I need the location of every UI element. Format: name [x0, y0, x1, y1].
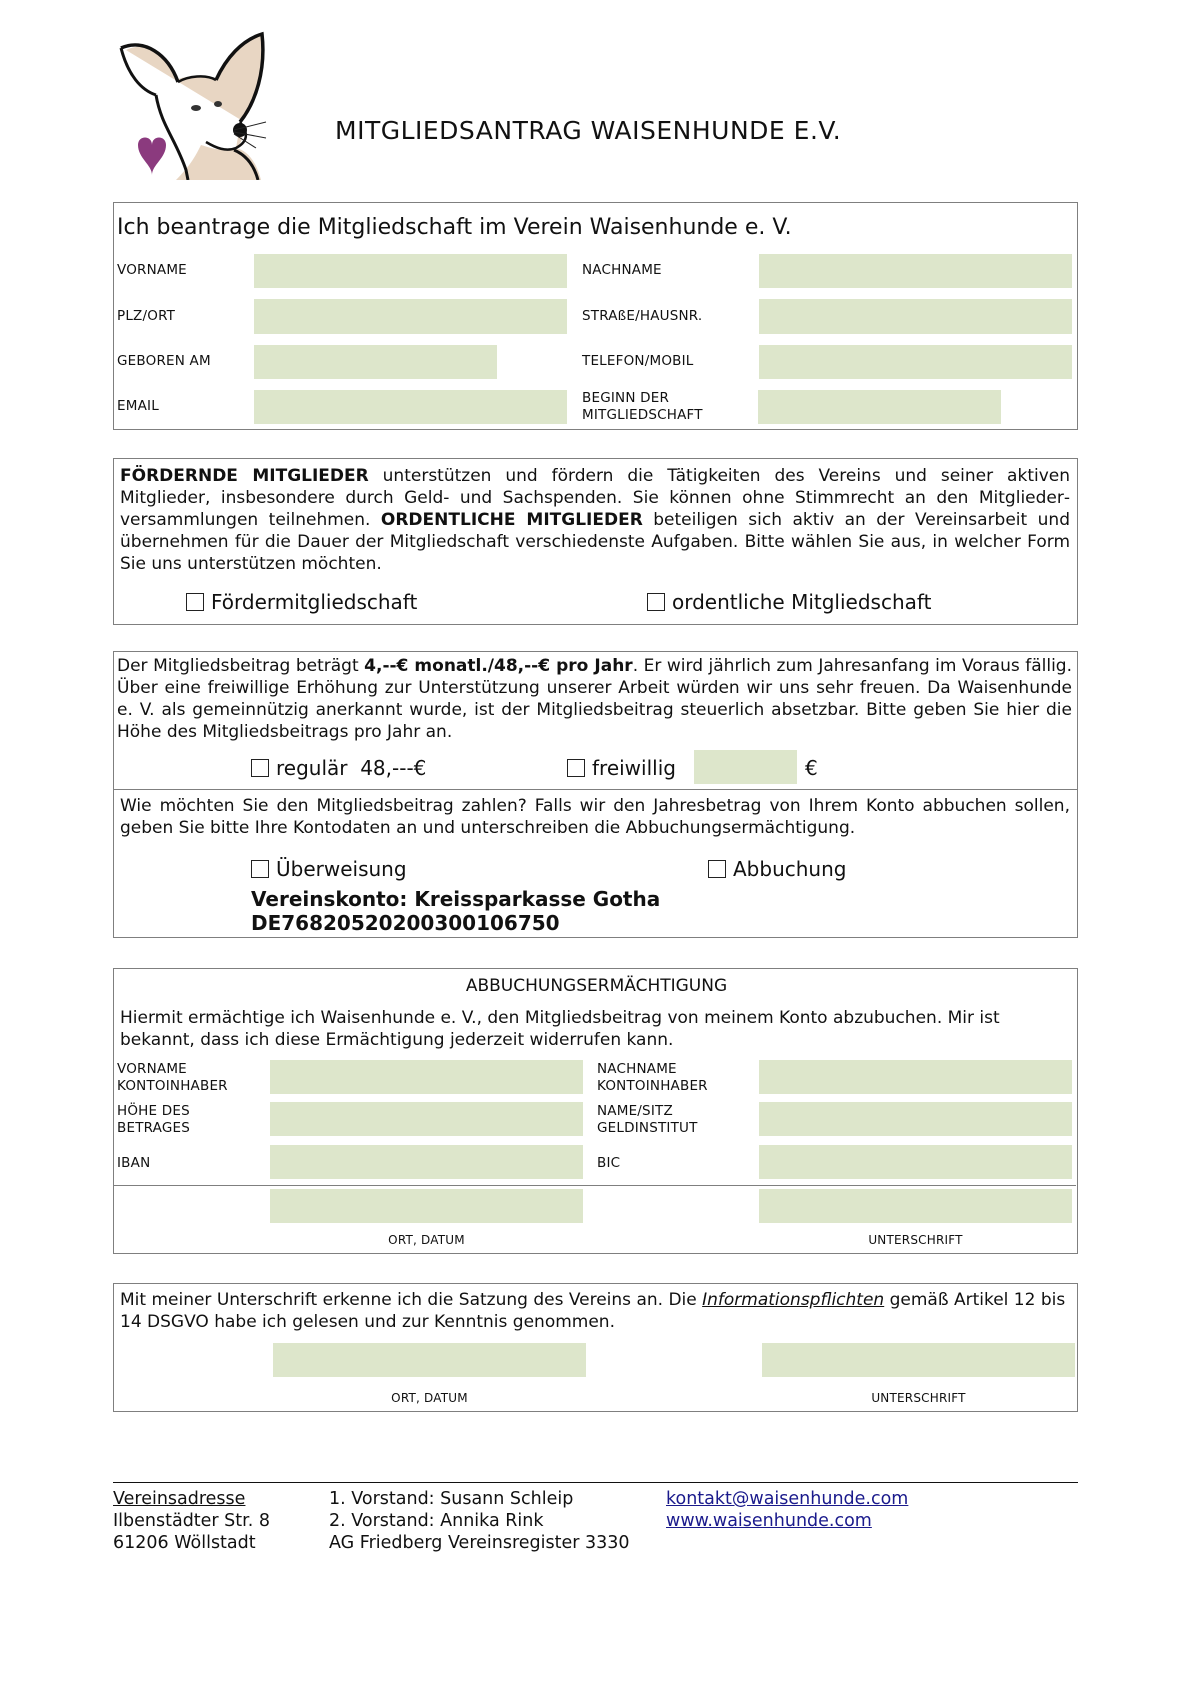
checkbox-label: Abbuchung — [733, 857, 847, 881]
consent-text — [120, 1289, 1070, 1333]
label-bic: BIC — [597, 1155, 621, 1171]
checkbox-label: Fördermitgliedschaft — [211, 590, 418, 614]
fee-text-a: Der Mitgliedsbeitrag beträgt — [117, 656, 365, 676]
label-email: EMAIL — [117, 398, 159, 414]
club-account-name: Vereinskonto: Kreissparkasse Gotha — [251, 887, 661, 911]
membership-type-section — [113, 458, 1078, 625]
email-field[interactable] — [254, 390, 567, 424]
bic-field[interactable] — [759, 1145, 1072, 1179]
debit-heading: ABBUCHUNGSERMÄCHTIGUNG — [465, 976, 728, 996]
label-iban: IBAN — [117, 1155, 151, 1171]
bold-foerdernde: FÖRDERNDE MITGLIEDER — [120, 466, 369, 486]
label-hoehe-1: HÖHE DES — [117, 1103, 190, 1119]
debit-unterschrift-field[interactable] — [759, 1189, 1072, 1223]
label-geldinstitut-2: GELDINSTITUT — [597, 1120, 698, 1136]
checkbox-ordentliche-mitgliedschaft[interactable] — [647, 590, 931, 614]
debit-authorization-section — [113, 968, 1078, 1254]
checkbox-icon[interactable] — [708, 860, 726, 878]
label-nachname: NACHNAME — [582, 262, 662, 278]
fee-description — [117, 655, 1072, 743]
checkbox-label: Überweisung — [276, 857, 407, 881]
label-nachname-kontoinhaber-2: KONTOINHABER — [597, 1078, 708, 1094]
consent-text-a: Mit meiner Unterschrift erkenne ich die Satzung des Vereins an. Die — [120, 1290, 703, 1310]
checkbox-icon[interactable] — [567, 759, 585, 777]
consent-unterschrift-label: UNTERSCHRIFT — [871, 1391, 966, 1405]
fee-section — [113, 651, 1078, 790]
consent-text-b: gemäß Artikel 12 bis 14 DSGVO habe ich gelesen und zur Kenntnis genommen. — [120, 1290, 1066, 1332]
checkbox-regulaer[interactable] — [251, 756, 426, 780]
debit-ort-datum-field[interactable] — [270, 1189, 583, 1223]
telefon-field[interactable] — [759, 345, 1072, 379]
label-telefon: TELEFON/MOBIL — [582, 353, 694, 369]
label-geldinstitut-1: NAME/SITZ — [597, 1103, 673, 1119]
address-title: Vereinsadresse — [113, 1489, 246, 1509]
label-beginn-2: MITGLIEDSCHAFT — [582, 407, 703, 423]
label-vorname: VORNAME — [117, 262, 187, 278]
dog-logo-icon — [116, 30, 276, 180]
voluntary-amount-field[interactable] — [694, 750, 797, 784]
bold-ordentliche: ORDENTLICHE MITGLIEDER — [380, 510, 643, 530]
vorname-field[interactable] — [254, 254, 567, 288]
desc-part-1: unterstützen und fördern die Tätigkeiten des Vereins und seiner aktiven Mitglieder, insbesondere durch Geld- und Sachspenden. Sie können ohne Stimmrecht an den Mitgliederversammlungen teilnehmen. — [120, 466, 1070, 530]
label-nachname-kontoinhaber-1: NACHNAME — [597, 1061, 677, 1077]
footer-address — [113, 1488, 270, 1554]
address-city: 61206 Wöllstadt — [113, 1533, 256, 1553]
club-account-iban: DE76820520200300106750 — [251, 911, 560, 935]
label-vorname-kontoinhaber-1: VORNAME — [117, 1061, 187, 1077]
consent-section — [113, 1283, 1078, 1412]
informationspflichten-link[interactable]: Informationspflichten — [702, 1290, 885, 1310]
fee-text-b: . Er wird jährlich zum Jahresanfang im Voraus fällig. Über eine freiwillige Erhöhung zur Unterstützung unserer Arbeit würden wir uns sehr freuen. Da Waisenhunde e. V. als gemeinnützig anerkannt wurde, ist der Mitgliedsbeitrag steuerlich absetzbar. Bitte geben Sie hier die Höhe des Mitgliedsbeitrags pro Jahr an. — [117, 656, 1073, 742]
nachname-field[interactable] — [759, 254, 1072, 288]
fee-amount-bold: 4,--€ monatl./48,--€ pro Jahr — [364, 656, 633, 676]
label-geboren: GEBOREN AM — [117, 353, 211, 369]
payment-description: Wie möchten Sie den Mitgliedsbeitrag zahlen? Falls wir den Jahresbetrag von Ihrem Konto abbuchen sollen, geben Sie bitte Ihre Kontodaten an und unterschreiben die Abbuchungsermächtigung. — [120, 796, 1070, 838]
debit-unterschrift-label: UNTERSCHRIFT — [868, 1233, 963, 1247]
label-strasse: STRAßE/HAUSNR. — [582, 308, 703, 324]
footer-board — [329, 1488, 630, 1554]
board-1: 1. Vorstand: Susann Schleip — [329, 1489, 574, 1509]
label-vorname-kontoinhaber-2: KONTOINHABER — [117, 1078, 228, 1094]
board-2: 2. Vorstand: Annika Rink — [329, 1511, 544, 1531]
nachname-kontoinhaber-field[interactable] — [759, 1060, 1072, 1094]
checkbox-icon[interactable] — [251, 759, 269, 777]
checkbox-abbuchung[interactable] — [708, 857, 846, 881]
debit-ort-datum-label: ORT, DATUM — [388, 1233, 465, 1247]
section-heading: Ich beantrage die Mitgliedschaft im Verein Waisenhunde e. V. — [117, 215, 792, 240]
consent-unterschrift-field[interactable] — [762, 1343, 1075, 1377]
iban-field[interactable] — [270, 1145, 583, 1179]
website-link[interactable]: www.waisenhunde.com — [666, 1511, 872, 1531]
consent-ort-datum-label: ORT, DATUM — [391, 1391, 468, 1405]
geldinstitut-field[interactable] — [759, 1102, 1072, 1136]
vorname-kontoinhaber-field[interactable] — [270, 1060, 583, 1094]
consent-ort-datum-field[interactable] — [273, 1343, 586, 1377]
label-beginn-1: BEGINN DER — [582, 390, 670, 406]
divider — [114, 1185, 1076, 1186]
logo — [116, 30, 276, 180]
personal-data-section — [113, 202, 1078, 430]
footer-contact — [666, 1488, 908, 1532]
register: AG Friedberg Vereinsregister 3330 — [329, 1533, 630, 1553]
email-link[interactable]: kontakt@waisenhunde.com — [666, 1489, 909, 1509]
checkbox-icon[interactable] — [251, 860, 269, 878]
label-plz-ort: PLZ/ORT — [117, 308, 176, 324]
plz-ort-field[interactable] — [254, 299, 567, 334]
checkbox-label: freiwillig — [592, 756, 676, 780]
checkbox-foerdermitgliedschaft[interactable] — [186, 590, 417, 614]
label-hoehe-2: BETRAGES — [117, 1120, 191, 1136]
checkbox-icon[interactable] — [647, 593, 665, 611]
checkbox-label: regulär 48,---€ — [276, 756, 427, 780]
beginn-field[interactable] — [758, 390, 1001, 424]
page-title: MITGLIEDSANTRAG WAISENHUNDE E.V. — [335, 116, 842, 145]
debit-description: Hiermit ermächtige ich Waisenhunde e. V., den Mitgliedsbeitrag von meinem Konto abzubuchen. Mir ist bekannt, dass ich diese Ermächtigung jederzeit widerrufen kann. — [120, 1008, 1000, 1050]
checkbox-icon[interactable] — [186, 593, 204, 611]
address-street: Ilbenstädter Str. 8 — [113, 1511, 271, 1531]
footer-rule — [113, 1482, 1078, 1483]
checkbox-label: ordentliche Mitgliedschaft — [672, 590, 932, 614]
payment-section — [113, 789, 1078, 938]
desc-part-2: beteiligen sich aktiv an der Vereinsarbeit und übernehmen für die Dauer der Mitgliedschaft verschiedenste Aufgaben. Bitte wählen Sie aus, in welcher Form Sie uns unterstützen möchten. — [120, 510, 1070, 574]
currency-symbol: € — [805, 756, 818, 780]
membership-description — [120, 465, 1070, 575]
strasse-field[interactable] — [759, 299, 1072, 334]
betrag-field[interactable] — [270, 1102, 583, 1136]
checkbox-freiwillig[interactable] — [567, 756, 676, 780]
geboren-field[interactable] — [254, 345, 497, 379]
checkbox-ueberweisung[interactable] — [251, 857, 407, 881]
